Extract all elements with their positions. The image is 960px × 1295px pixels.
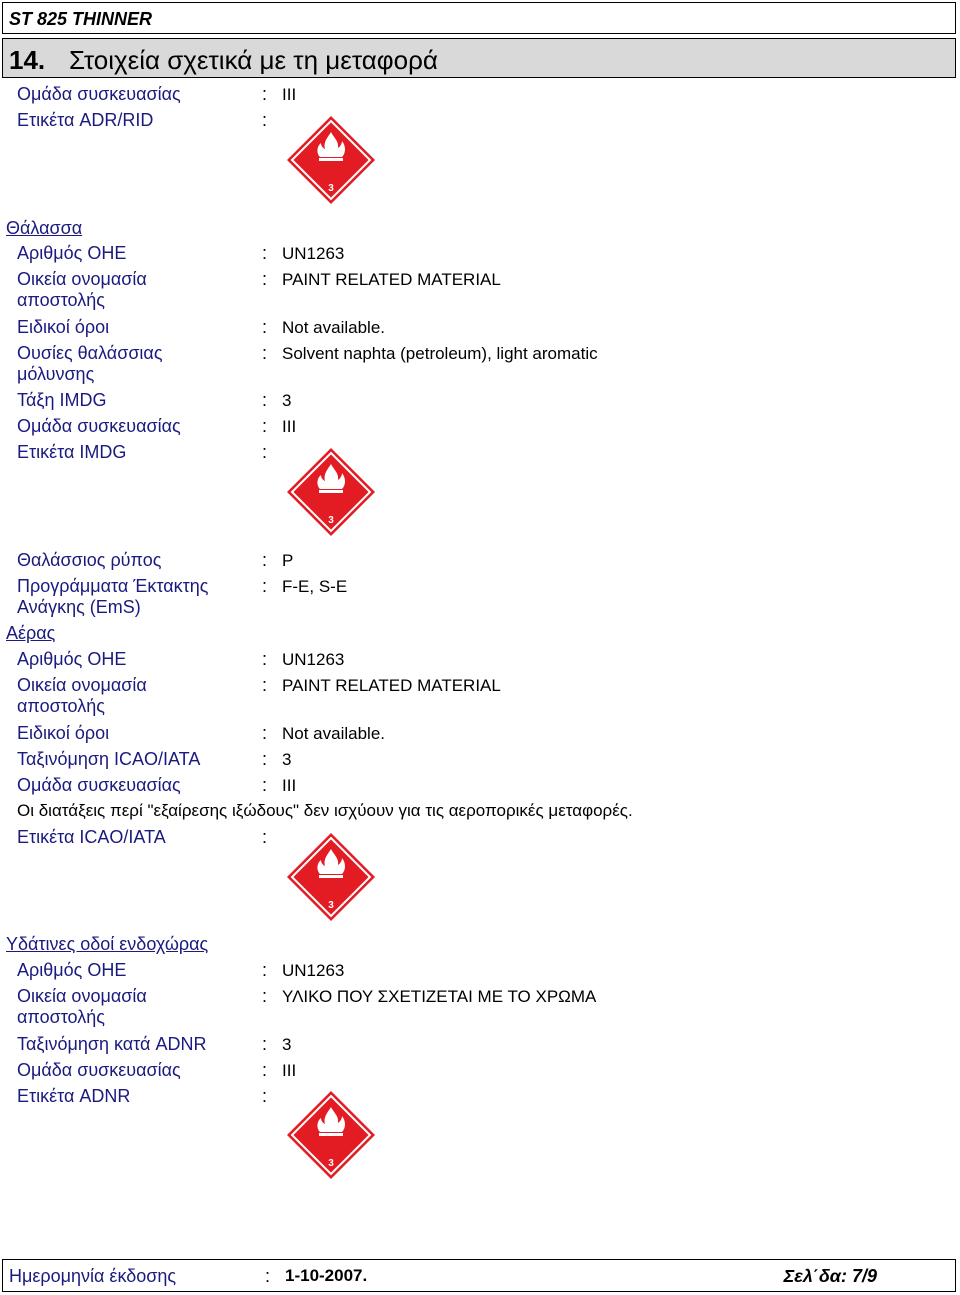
product-name: ST 825 THINNER bbox=[9, 9, 153, 29]
air-un-value: UN1263 bbox=[282, 650, 345, 669]
sea-ems-label-line2: Ανάγκης (EmS) bbox=[17, 597, 141, 617]
inland-heading: Υδάτινες οδοί ενδοχώρας bbox=[6, 934, 209, 954]
sea-un-label: Αριθμός ΟΗΕ bbox=[17, 243, 127, 263]
flame-base bbox=[319, 158, 343, 161]
adr-packing-group-label: Ομάδα συσκευασίας bbox=[17, 84, 181, 104]
footer bbox=[2, 1259, 956, 1292]
sea-packing-group-value: III bbox=[282, 417, 297, 436]
flame-base bbox=[319, 490, 343, 493]
air-special-value: Not available. bbox=[282, 724, 386, 743]
sea-marine-pollutant-value: P bbox=[282, 551, 294, 570]
page-number: Σελ΄δα: 7/9 bbox=[783, 1266, 877, 1286]
colon: : bbox=[265, 1266, 271, 1286]
colon: : bbox=[262, 827, 268, 847]
sea-shipping-name-label: Οικεία ονομασία bbox=[17, 269, 147, 289]
sea-special-label: Ειδικοί όροι bbox=[17, 317, 110, 337]
air-shipping-name-label: Οικεία ονομασία bbox=[17, 675, 147, 695]
inland-packing-group-value: III bbox=[282, 1061, 297, 1080]
issue-date-value: 1-10-2007. bbox=[285, 1266, 368, 1285]
sea-marine-pollutant-label: Θαλάσσιος ρύπος bbox=[17, 550, 162, 570]
sea-pollutants-label-line2: μόλυνσης bbox=[17, 364, 95, 384]
colon: : bbox=[262, 986, 268, 1006]
flammable-liquid-placard-icon bbox=[286, 832, 376, 922]
colon: : bbox=[262, 110, 268, 130]
flammable-liquid-placard-icon bbox=[286, 447, 376, 537]
adr-packing-group-value: III bbox=[282, 85, 297, 104]
adr-label-label: Ετικέτα ADR/RID bbox=[17, 110, 154, 130]
placard-class-number: 3 bbox=[328, 183, 334, 194]
colon: : bbox=[262, 1034, 268, 1054]
colon: : bbox=[262, 243, 268, 263]
issue-date-label: Ημερομηνία έκδοσης bbox=[9, 1266, 177, 1286]
colon: : bbox=[262, 1060, 268, 1080]
air-class-label: Ταξινόμηση ICAO/IATA bbox=[17, 749, 201, 769]
sea-ems-label: Προγράμματα Έκτακτης bbox=[17, 576, 209, 596]
section-title: Στοιχεία σχετικά με τη μεταφορά bbox=[69, 45, 438, 75]
flammable-liquid-placard-icon bbox=[286, 115, 376, 205]
colon: : bbox=[262, 675, 268, 695]
sea-packing-group-label: Ομάδα συσκευασίας bbox=[17, 416, 181, 436]
sea-label-label: Ετικέτα IMDG bbox=[17, 442, 127, 462]
flammable-liquid-placard-icon bbox=[286, 1090, 376, 1180]
inland-class-value: 3 bbox=[282, 1035, 292, 1054]
section-number: 14. bbox=[9, 45, 46, 75]
placard-class-number: 3 bbox=[328, 515, 334, 526]
colon: : bbox=[262, 343, 268, 363]
air-class-value: 3 bbox=[282, 750, 292, 769]
sea-special-value: Not available. bbox=[282, 318, 386, 337]
inland-shipping-name-label: Οικεία ονομασία bbox=[17, 986, 147, 1006]
colon: : bbox=[262, 442, 268, 462]
colon: : bbox=[262, 317, 268, 337]
sea-heading: Θάλασσα bbox=[6, 218, 83, 238]
placard-class-number: 3 bbox=[328, 900, 334, 911]
inland-shipping-name-value: ΥΛΙΚΟ ΠΟΥ ΣΧΕΤΙΖΕΤΑΙ ΜΕ ΤΟ ΧΡΩΜΑ bbox=[282, 987, 597, 1006]
inland-un-value: UN1263 bbox=[282, 961, 345, 980]
colon: : bbox=[262, 960, 268, 980]
inland-shipping-name-label-line2: αποστολής bbox=[17, 1007, 105, 1027]
air-heading: Αέρας bbox=[6, 623, 56, 643]
sea-pollutants-value: Solvent naphta (petroleum), light aromatic bbox=[282, 344, 598, 363]
product-header bbox=[2, 2, 956, 34]
inland-un-label: Αριθμός ΟΗΕ bbox=[17, 960, 127, 980]
air-shipping-name-label-line2: αποστολής bbox=[17, 696, 105, 716]
air-shipping-name-value: PAINT RELATED MATERIAL bbox=[282, 676, 501, 695]
inland-class-label: Ταξινόμηση κατά ADNR bbox=[17, 1034, 207, 1054]
sea-ems-value: F-E, S-E bbox=[282, 577, 348, 596]
inland-packing-group-label: Ομάδα συσκευασίας bbox=[17, 1060, 181, 1080]
colon: : bbox=[262, 749, 268, 769]
colon: : bbox=[262, 723, 268, 743]
air-label-label: Ετικέτα ICAO/IATA bbox=[17, 827, 166, 847]
sea-shipping-name-value: PAINT RELATED MATERIAL bbox=[282, 270, 501, 289]
flame-base bbox=[319, 875, 343, 878]
sea-pollutants-label: Ουσίες θαλάσσιας bbox=[17, 343, 163, 363]
placard-class-number: 3 bbox=[328, 1158, 334, 1169]
colon: : bbox=[262, 269, 268, 289]
colon: : bbox=[262, 649, 268, 669]
colon: : bbox=[262, 1086, 268, 1106]
air-special-label: Ειδικοί όροι bbox=[17, 723, 110, 743]
sea-class-label: Τάξη IMDG bbox=[17, 390, 107, 410]
sea-shipping-name-label-line2: αποστολής bbox=[17, 290, 105, 310]
air-un-label: Αριθμός ΟΗΕ bbox=[17, 649, 127, 669]
inland-label-label: Ετικέτα ADNR bbox=[17, 1086, 131, 1106]
air-packing-group-label: Ομάδα συσκευασίας bbox=[17, 775, 181, 795]
flame-base bbox=[319, 1133, 343, 1136]
colon: : bbox=[262, 550, 268, 570]
section-header bbox=[2, 38, 956, 78]
colon: : bbox=[262, 416, 268, 436]
air-viscosity-note: Οι διατάξεις περί "εξαίρεσης ιξώδους" δεν ισχύουν για τις αεροπορικές μεταφορές. bbox=[17, 801, 633, 820]
colon: : bbox=[262, 84, 268, 104]
sea-un-value: UN1263 bbox=[282, 244, 345, 263]
air-packing-group-value: III bbox=[282, 776, 297, 795]
colon: : bbox=[262, 390, 268, 410]
colon: : bbox=[262, 576, 268, 596]
colon: : bbox=[262, 775, 268, 795]
sea-class-value: 3 bbox=[282, 391, 292, 410]
